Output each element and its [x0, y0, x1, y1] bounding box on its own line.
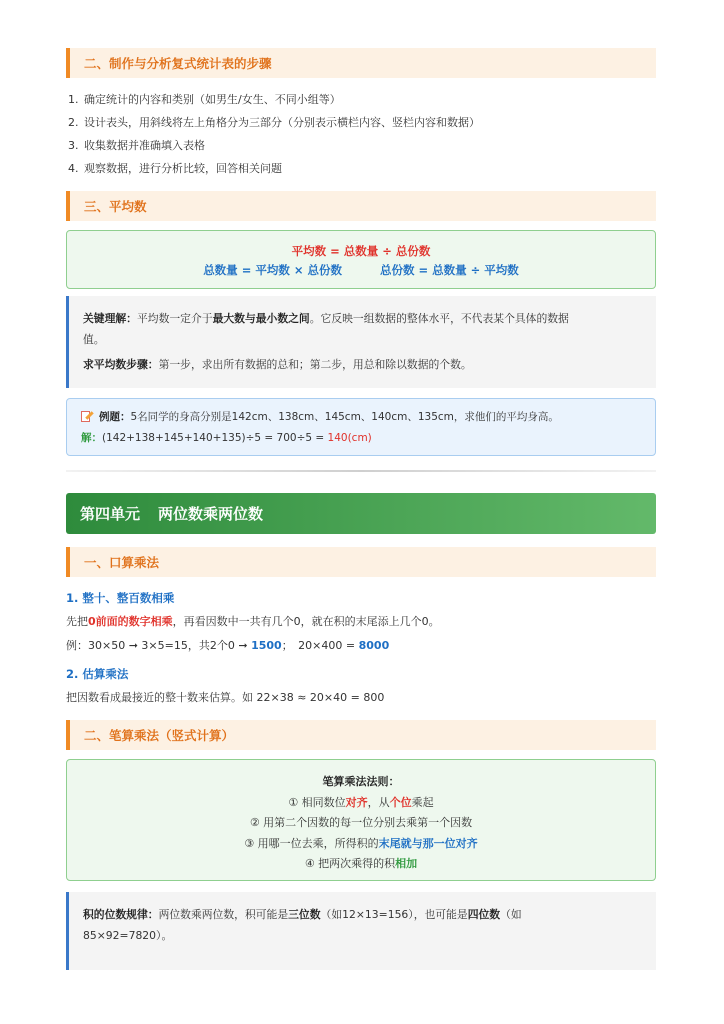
steps-list: [66, 88, 656, 180]
section-title: 二、笔算乘法（竖式计算）: [84, 728, 235, 743]
key-understanding-box: 关键理解：平均数一定介于最大数与最小数之间。它反映一组数据的整体水平，不代表某个具体的数据 值。 求平均数步骤：第一步，求出所有数据的总和；第二步，用总和除以数据的个数。: [66, 296, 656, 388]
digit-rule: 积的位数规律：两位数乘两位数，积可能是三位数（如12×13=156），也可能是四位数（如: [83, 908, 522, 921]
rule-item: ② 用第二个因数的每一位分别去乘第一个因数: [249, 816, 473, 829]
formula-row: [67, 261, 655, 280]
section-divider: [66, 470, 656, 472]
average-formula-box: [66, 230, 656, 289]
rule-item: ③ 用哪一位去乘，所得积的末尾就与那一位对齐: [244, 836, 478, 850]
section-heading-average: [66, 191, 656, 221]
oral-rule: 先把0前面的数字相乘，再看因数中一共有几个0，就在积的末尾添上几个0。: [66, 615, 440, 628]
rules-title: 笔算乘法法则：: [322, 775, 400, 788]
page: [66, 48, 656, 970]
example-question: 例题：5名同学的身高分别是142cm、138cm、145cm、140cm、135cm，求他们的平均身高。: [81, 407, 641, 428]
unit-title: 两位数乘两位数: [158, 505, 264, 523]
section-heading-written: [66, 720, 656, 750]
section-title: 二、制作与分析复式统计表的步骤: [84, 56, 272, 71]
unit-label: 第四单元: [80, 505, 141, 523]
subheading-whole-tens: 1. 整十、整百数相乘: [66, 591, 175, 605]
digit-rule-box: 积的位数规律：两位数乘两位数，积可能是三位数（如12×13=156），也可能是四位数（如 85×92=7820）。: [66, 892, 656, 970]
average-steps: 求平均数步骤：第一步，求出所有数据的总和；第二步，用总和除以数据的个数。: [83, 358, 472, 371]
list-item: 4. 观察数据，进行分析比较，回答相关问题: [68, 162, 282, 175]
estimation-text: 把因数看成最接近的整十数来估算。如 22×38 ≈ 20×40 = 800: [66, 691, 385, 704]
section-title: 一、口算乘法: [84, 555, 160, 570]
unit-title-bar: [66, 493, 656, 534]
formula-total: 总数量 = 平均数 × 总份数: [203, 263, 342, 277]
rule-item: ① 相同数位对齐，从个位乘起: [288, 795, 434, 809]
oral-example: 例：30×50 ➞ 3×5=15，共2个0 ➞ 1500； 20×400 = 8000: [66, 639, 390, 652]
formula-count: 总份数 = 总数量 ÷ 平均数: [380, 263, 519, 277]
section-heading-stats-table: [66, 48, 656, 78]
example-solution: 解：(142+138+145+140+135)÷5 = 700÷5 = 140(cm): [81, 432, 372, 444]
key-understanding: 关键理解：平均数一定介于最大数与最小数之间。它反映一组数据的整体水平，不代表某个具体的数据: [83, 312, 569, 325]
example-box: [66, 398, 656, 456]
list-item: 3. 收集数据并准确填入表格: [68, 139, 205, 152]
pencil-icon: [81, 410, 93, 422]
list-item: 2. 设计表头，用斜线将左上角格分为三部分（分别表示横栏内容、竖栏内容和数据）: [68, 116, 480, 129]
list-item: 1. 确定统计的内容和类别（如男生/女生、不同小组等）: [68, 93, 341, 106]
rule-item: ④ 把两次乘得的积相加: [304, 857, 418, 870]
subheading-estimation: 2. 估算乘法: [66, 667, 129, 681]
section-heading-oral: [66, 547, 656, 577]
written-rules-box: [66, 759, 656, 881]
section-title: 三、平均数: [84, 199, 147, 214]
formula-average: 平均数 = 总数量 ÷ 总份数: [291, 244, 431, 258]
